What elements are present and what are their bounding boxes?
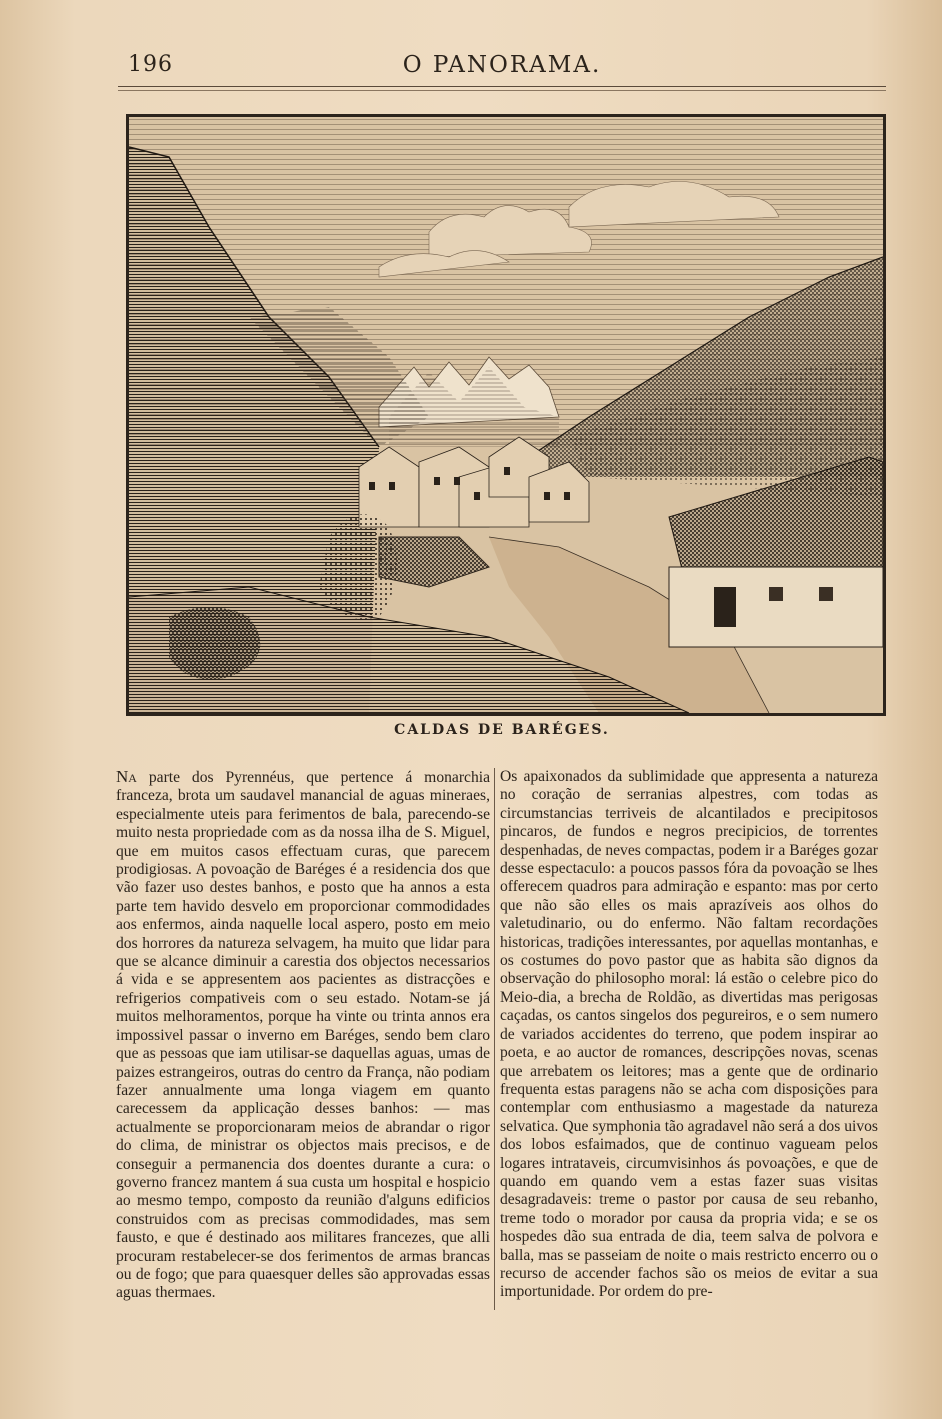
- page-header: [118, 52, 886, 84]
- illustration-caption: CALDAS DE BARÉGES.: [394, 722, 610, 738]
- opening-word: Na: [116, 767, 137, 786]
- article-paragraph-right: Os apaixonados da sublimidade que appresenta a natureza no coração de serranias alpestres, com todas as circumstancias terriveis de alcantilados e precipitosos pincaros, de fundos e negros precipicios, de torrentes despenhadas, de neves compactas, podem ir a Baréges gozar desse espectaculo: a poucos passos fóra da povoação se lhes offerecem quadros para admiração e espanto: mas por certo que não são elles os mais aprazíveis aos olhos do valetudinario, ou do enfermo. Não faltam recordações historicas, tradições interessantes, por aquellas montanhas, e os costumes do povo pastor que as habita são dignos da observação do philosopho moral: lá estão o celebre pico do Meio-dia, a brecha de Roldão, as divertidas mas perigosas caçadas, os cantos singelos dos pegureiros, e o sem numero de variados accidentes do terreno, que podem inspirar ao poeta, e ao auctor de romances, descripções novas, scenas que arrebatem os leitores; mas a gente que de ordinario frequenta estas paragens não se acha com disposições para contemplar com enthusiasmo a magestade da natureza selvatica. Que symphonia tão agradavel não será a dos uivos dos lobos esfaimados, que de continuo vagueam pelos logares intrataveis, circumvisinhos ás povoações, e que de quando em quando vem a estas fazer suas visitas desagradaveis: treme o pastor por causa de seu rebanho, treme todo o morador por causa da propria vida; e se os hospedes dão sua entrada de dia, teem salva de polvora e balla, mas se passeiam de noite o mais restricto encerro ou o recurso de accender fachos são os meios de evitar a sua importunidade. Por ordem do pre-: [500, 768, 878, 1301]
- page-number: 196: [128, 52, 173, 77]
- engraving-illustration: [126, 114, 886, 716]
- left-column-text: parte dos Pyrennéus, que pertence á monarchia franceza, brota um saudavel manancial de aguas mineraes, especialmente uteis para ferimentos de bala, parecendo-se muito nesta propriedade com as da nossa ilha de S. Miguel, que em muitos casos effectuam curas, que parecem prodigiosas. A povoação de Baréges é a residencia dos que vão fazer uso destes banhos, e posto que ha annos a esta parte tem havido desvelo em proporcionar commodidades aos enfermos, ainda naquelle local aspero, posto em meio dos horrores da natureza selvagem, ha muito que lidar para que se alcance diminuir a carestia dos objectos necessarios á vida e se appresentem aos pacientes as distracções e refrigerios compativeis com o seu estado. Notam-se já muitos melhoramentos, porque ha vinte ou trinta annos era impossivel passar o inverno em Baréges, sendo bem claro que as pessoas que iam utilisar-se daquellas aguas, umas de paizes estrangeiros, outras do centro da França, não podiam fazer annualmente uma longa viagem em quanto carecessem da applicação desses banhos: — mas actualmente se proporcionaram meios de abrandar o rigor do clima, de ministrar os objectos mais precisos, e de conseguir a permanencia dos doentes durante a cura: o governo francez mantem á sua custa um hospital e hospicio ao mesmo tempo, composto da reunião d'alguns edificios construidos com as precisas commodidades, mas sem fausto, e que é destinado aos militares francezes, que alli procuram restabelecer-se dos ferimentos de armas brancas ou de fogo; que para quaesquer delles são approvadas essas aguas thermaes.: [116, 769, 490, 1302]
- article-column-left: [116, 768, 490, 1303]
- article-paragraph-left: [116, 768, 490, 1303]
- column-divider: [494, 768, 495, 1310]
- journal-title: O PANORAMA.: [402, 52, 602, 78]
- header-rule-secondary: [118, 90, 886, 91]
- header-rule: [118, 86, 886, 87]
- article-column-right: [500, 768, 878, 1302]
